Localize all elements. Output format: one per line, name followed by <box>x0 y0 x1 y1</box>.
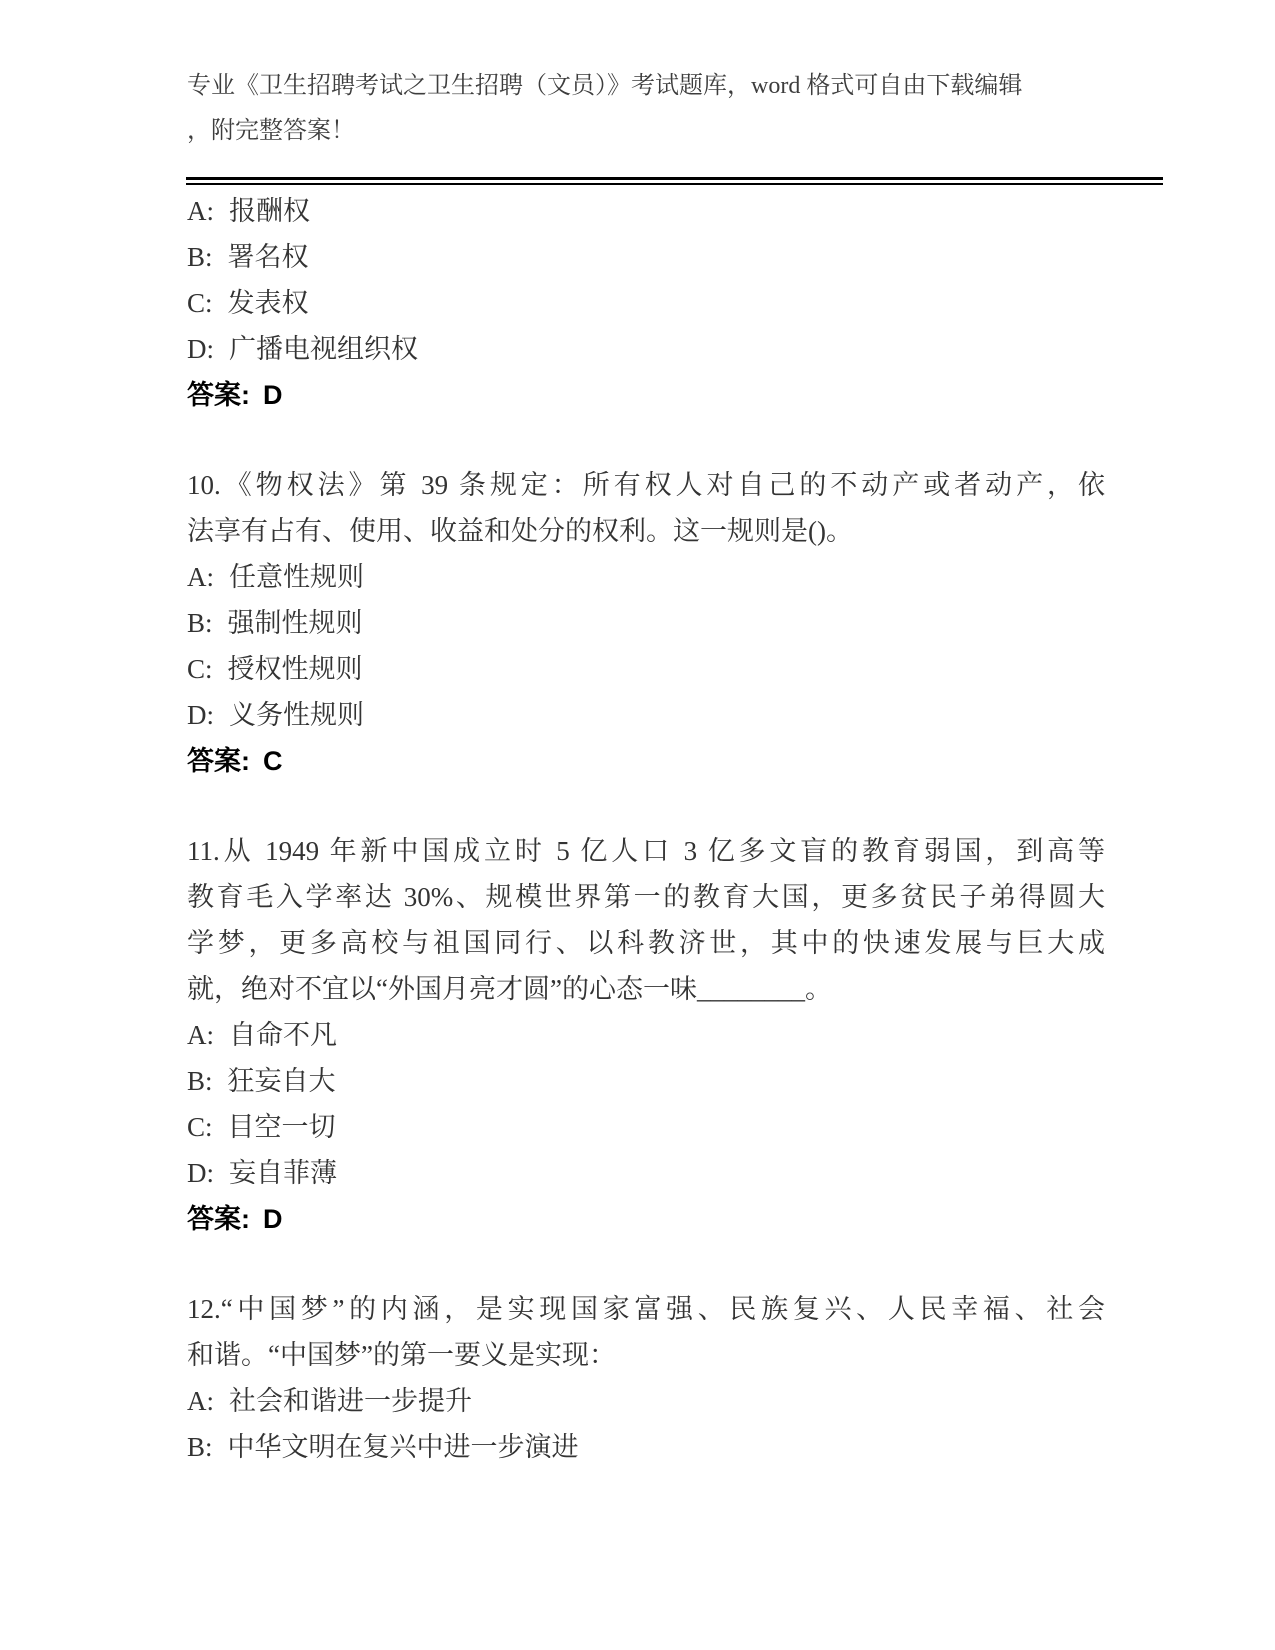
option-row <box>187 188 1105 234</box>
option-row <box>187 1058 1105 1104</box>
option-text: 任意性规则 <box>229 562 364 592</box>
question-text-line: 11.从 1949 年新中国成立时 5 亿人口 3 亿多文盲的教育弱国，到高等 <box>187 836 1105 866</box>
question-text-line: 就，绝对不宜以“外国月亮才圆”的心态一味________。 <box>187 974 832 1004</box>
option-label: B: <box>187 608 213 638</box>
option-row <box>187 1012 1105 1058</box>
option-row <box>187 234 1105 280</box>
answer-label: 答案: <box>187 380 250 410</box>
questions-area <box>187 188 1105 1470</box>
option-text: 社会和谐进一步提升 <box>229 1386 472 1416</box>
option-text: 报酬权 <box>229 196 310 226</box>
option-label: C: <box>187 288 213 318</box>
doc-header-line-2: ，附完整答案！ <box>187 118 355 144</box>
answer-label: 答案: <box>187 1204 250 1234</box>
option-row <box>187 646 1105 692</box>
option-label: C: <box>187 1112 213 1142</box>
option-text: 署名权 <box>227 242 309 272</box>
option-label: A: <box>187 1020 214 1050</box>
option-label: D: <box>187 700 214 730</box>
option-text: 广播电视组织权 <box>229 334 418 364</box>
option-row <box>187 1104 1105 1150</box>
option-row <box>187 326 1105 372</box>
question-text-line: 学梦，更多高校与祖国同行、以科教济世，其中的快速发展与巨大成 <box>187 928 1105 958</box>
option-text: 中华文明在复兴中进一步演进 <box>227 1432 579 1462</box>
answer-row <box>187 1196 1105 1242</box>
answer-value: D <box>263 1204 283 1234</box>
option-text: 强制性规则 <box>227 608 363 638</box>
header-separator-line <box>186 177 1163 185</box>
option-text: 授权性规则 <box>227 654 363 684</box>
option-row <box>187 600 1105 646</box>
option-text: 自命不凡 <box>229 1020 337 1050</box>
question-text-line: 12.“中国梦”的内涵，是实现国家富强、民族复兴、人民幸福、社会 <box>187 1294 1105 1324</box>
question-text-line: 和谐。“中国梦”的第一要义是实现： <box>187 1340 616 1370</box>
question-text-line: 法享有占有、使用、收益和处分的权利。这一规则是()。 <box>187 516 853 546</box>
option-text: 发表权 <box>227 288 309 318</box>
option-label: B: <box>187 242 213 272</box>
option-row <box>187 692 1105 738</box>
option-row <box>187 1150 1105 1196</box>
option-row <box>187 554 1105 600</box>
answer-label: 答案: <box>187 746 250 776</box>
option-label: C: <box>187 654 213 684</box>
option-text: 义务性规则 <box>229 700 364 730</box>
question-block-10 <box>187 462 1105 784</box>
answer-row <box>187 372 1105 418</box>
option-row <box>187 1378 1105 1424</box>
option-row <box>187 1424 1105 1470</box>
option-label: A: <box>187 562 214 592</box>
option-label: A: <box>187 196 214 226</box>
option-text: 目空一切 <box>227 1112 336 1142</box>
answer-row <box>187 738 1105 784</box>
question-text-line: 10.《物权法》第 39 条规定：所有权人对自己的不动产或者动产，依 <box>187 470 1105 500</box>
option-label: A: <box>187 1386 214 1416</box>
question-block-12 <box>187 1286 1105 1470</box>
question-block-9-partial <box>187 188 1105 418</box>
answer-value: C <box>263 746 283 776</box>
doc-header <box>187 64 1117 154</box>
question-block-11 <box>187 828 1105 1242</box>
option-label: B: <box>187 1432 213 1462</box>
answer-value: D <box>263 380 283 410</box>
option-row <box>187 280 1105 326</box>
doc-header-line-1: 专业《卫生招聘考试之卫生招聘（文员）》考试题库，word 格式可自由下载编辑 <box>187 73 1023 99</box>
option-text: 狂妄自大 <box>227 1066 336 1096</box>
option-text: 妄自菲薄 <box>229 1158 337 1188</box>
option-label: B: <box>187 1066 213 1096</box>
option-label: D: <box>187 334 214 364</box>
option-label: D: <box>187 1158 214 1188</box>
question-text-line: 教育毛入学率达 30%、规模世界第一的教育大国，更多贫民子弟得圆大 <box>187 882 1105 912</box>
